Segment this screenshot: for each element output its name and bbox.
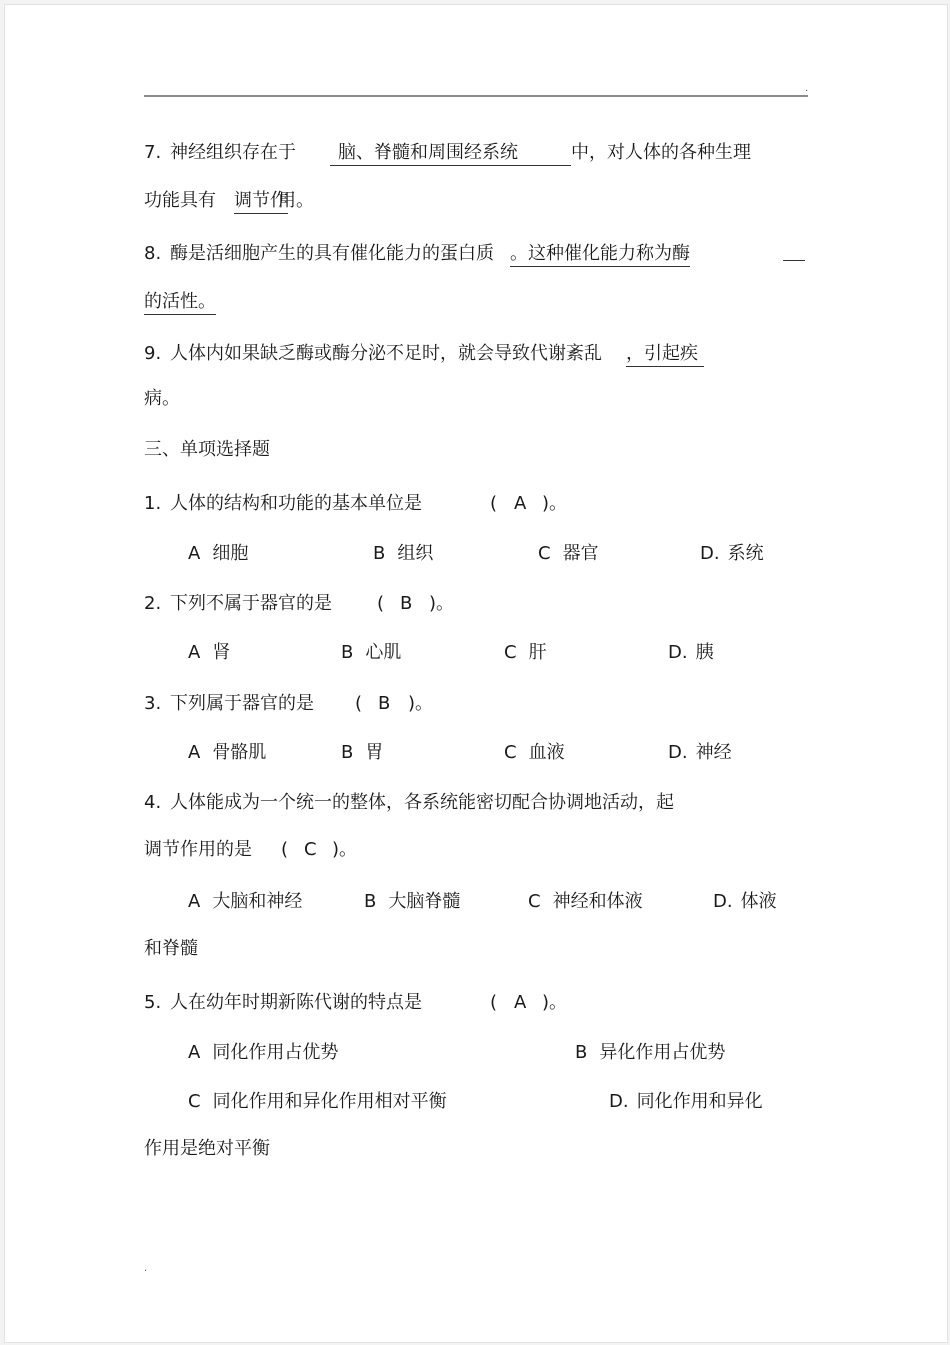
answer-text: 脑、脊髓和周围经系统	[338, 142, 518, 163]
answer-blank	[330, 141, 571, 166]
answer-letter: A	[514, 493, 527, 514]
question-number: 4.	[144, 792, 162, 813]
header-rule	[144, 95, 808, 97]
item-text: 中，对人体的各种生理	[571, 142, 751, 163]
option-text-wrap: 和脊髓	[144, 938, 198, 959]
option-b: B 心肌	[341, 642, 402, 663]
question-number: 5.	[144, 992, 162, 1013]
paren-close: )。	[429, 593, 455, 614]
question-text: 人体的结构和功能的基本单位是	[170, 493, 422, 514]
option-a: A 细胞	[188, 543, 249, 564]
item-text: 用。	[278, 190, 314, 211]
item-text: 病。	[144, 388, 180, 409]
option-b: B 异化作用占优势	[575, 1042, 726, 1063]
paren-open: (	[281, 839, 289, 860]
option-a: A 同化作用占优势	[188, 1042, 339, 1063]
question-number: 2.	[144, 593, 162, 614]
option-b: B 大脑脊髓	[364, 891, 461, 912]
option-b: B 组织	[373, 543, 434, 564]
option-b: B 胃	[341, 742, 384, 763]
paren-close: )。	[332, 839, 358, 860]
item-number: 7.	[144, 142, 162, 163]
option-d: D. 胰	[668, 642, 714, 663]
item-number: 9.	[144, 343, 162, 364]
item-text: 神经组织存在于	[170, 142, 296, 163]
question-text: 调节作用的是	[144, 839, 252, 860]
option-d: D. 体液	[713, 891, 777, 912]
option-c: C 同化作用和异化作用相对平衡	[188, 1091, 447, 1112]
paren-open: (	[377, 593, 385, 614]
question-text: 下列属于器官的是	[170, 693, 314, 714]
question-number: 3.	[144, 693, 162, 714]
paren-close: )。	[542, 493, 568, 514]
paren-open: (	[490, 992, 498, 1013]
option-c: C 血液	[504, 742, 565, 763]
question-text: 人体能成为一个统一的整体，各系统能密切配合协调地活动，起	[170, 792, 674, 813]
document-page	[4, 4, 948, 1343]
item-number: 8.	[144, 243, 162, 264]
answer-text: 的活性。	[144, 290, 216, 315]
footer-dot: .	[144, 1263, 148, 1274]
header-dot: .	[805, 83, 809, 94]
item-text: 人体内如果缺乏酶或酶分泌不足时，就会导致代谢紊乱	[170, 343, 602, 364]
item-text: 酶是活细胞产生的具有催化能力的蛋白质	[170, 243, 494, 264]
option-a: A 肾	[188, 642, 231, 663]
option-c: C 肝	[504, 642, 547, 663]
option-d: D. 同化作用和异化	[609, 1091, 763, 1112]
option-d: D. 神经	[668, 742, 732, 763]
option-a: A 骨骼肌	[188, 742, 267, 763]
paren-open: (	[490, 493, 498, 514]
option-c: C 神经和体液	[528, 891, 643, 912]
option-a: A 大脑和神经	[188, 891, 303, 912]
question-number: 1.	[144, 493, 162, 514]
answer-text: ，引起疾	[626, 342, 704, 367]
paren-close: )。	[408, 693, 434, 714]
option-c: C 器官	[538, 543, 599, 564]
section-title: 三、单项选择题	[144, 439, 270, 460]
answer-letter: B	[378, 693, 391, 714]
answer-letter: A	[514, 992, 527, 1013]
answer-letter: C	[304, 839, 317, 860]
paren-close: )。	[542, 992, 568, 1013]
paren-open: (	[355, 693, 363, 714]
option-text-wrap: 作用是绝对平衡	[144, 1138, 270, 1159]
answer-blank	[783, 242, 805, 261]
answer-text: 调节作	[234, 189, 288, 214]
option-d: D. 系统	[700, 543, 764, 564]
item-text: 功能具有	[144, 190, 216, 211]
question-text: 人在幼年时期新陈代谢的特点是	[170, 992, 422, 1013]
answer-text: 。这种催化能力称为酶	[510, 242, 690, 267]
question-text: 下列不属于器官的是	[170, 593, 332, 614]
answer-letter: B	[400, 593, 413, 614]
